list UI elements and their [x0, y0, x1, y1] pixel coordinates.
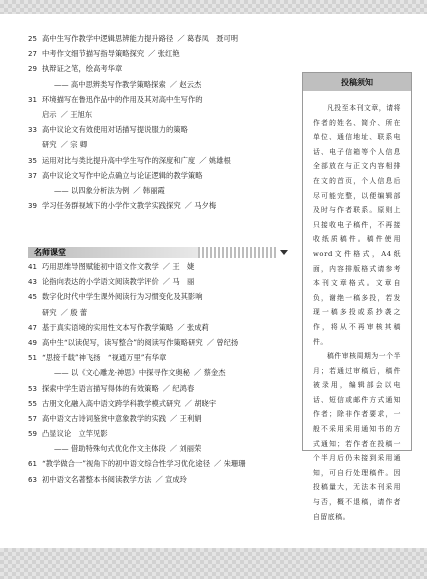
entry-author: ／ 蔡金杰: [193, 368, 226, 378]
entry-text: [42, 110, 286, 120]
entry-author: ／ 张成莉: [177, 322, 209, 332]
toc-entry: [28, 171, 286, 186]
toc-entry: [28, 323, 286, 338]
toc-entry: [28, 429, 286, 444]
entry-author: ／ 刘丽荣: [169, 444, 202, 454]
entry-text: [42, 459, 286, 469]
toc-entry: [28, 110, 286, 125]
toc-entry: [28, 338, 286, 353]
page-number: 35: [28, 156, 37, 165]
entry-text: [42, 399, 286, 409]
entry-author: ／ 曾纪扬: [206, 337, 239, 347]
entry-title: 中考作文细节描写指导策略探究: [42, 49, 145, 59]
entry-text: [42, 201, 286, 211]
entry-author: ／ 姚雄根: [199, 155, 231, 165]
bottom-decorative-band: [0, 548, 427, 579]
page-number: 47: [28, 323, 37, 332]
toc-section-1: [28, 34, 286, 216]
entry-text: [42, 429, 286, 439]
toc-entry: [28, 475, 286, 490]
entry-author: ／ 宗 卿: [60, 140, 88, 150]
entry-text: [42, 95, 286, 105]
toc-entry: [28, 95, 286, 110]
entry-text: [42, 186, 286, 196]
entry-title: 高中生写作教学中逻辑思辨能力提升路径: [42, 34, 174, 43]
toc-entry: [28, 186, 286, 201]
toc-entry: [28, 80, 286, 95]
page-number: 27: [28, 50, 37, 59]
entry-title: 高中议论文写作中论点确立与论证逻辑的教学策略: [42, 170, 203, 180]
toc-entry: [28, 414, 286, 429]
entry-text: [42, 444, 286, 454]
section-title: 名师课堂: [34, 248, 66, 257]
entry-title: 基于真实语境的实用性文本写作教学策略: [42, 322, 174, 332]
toc-entry: [28, 308, 286, 323]
entry-title: “教学做合一”视角下的初中语文综合性学习优化途径: [42, 459, 210, 469]
entry-text: [42, 368, 286, 378]
page-number: 49: [28, 338, 37, 347]
toc-entry: [28, 140, 286, 155]
page-number: 31: [28, 95, 37, 104]
entry-text: [42, 384, 286, 394]
toc-entry: [28, 49, 286, 64]
entry-text: [42, 262, 286, 272]
entry-text: [42, 156, 286, 166]
toc-entry: [28, 292, 286, 307]
entry-text: [42, 475, 286, 485]
entry-title: 环境描写在鲁迅作品中的作用及其对高中生写作的: [42, 94, 203, 104]
page-number: 39: [28, 202, 37, 211]
page-number: 63: [28, 475, 37, 484]
page-number: 29: [28, 65, 37, 74]
notice-paragraph-2: 稿件审核周期为一个半月；若通过审稿后，稿件被录用，编辑部会以电话、短信或邮件方式通知作者；除非作者要求，一般不采用采用通知书的方式通知；若作者在投稿一个半月后仍未接到采用通知，可自行处理稿件。因投稿量大，无法本刊采用与否，概不退稿，请作者自留底稿。: [313, 352, 401, 521]
toc-entry: [28, 384, 286, 399]
entry-author: ／ 王 婕: [162, 262, 195, 271]
page-number: 57: [28, 414, 37, 423]
entry-author: ／ 殷 蕾: [60, 307, 88, 317]
section-header-master-class: [28, 247, 288, 258]
entry-text: [42, 292, 286, 302]
entry-title: 巧用思维导图赋能初中语文作文教学: [42, 262, 159, 271]
toc-entry: [28, 399, 286, 414]
toc-section-2: [28, 262, 286, 490]
page-number: 53: [28, 384, 37, 393]
entry-text: [42, 171, 286, 181]
entry-text: [42, 338, 286, 348]
page-number: 43: [28, 278, 37, 287]
entry-title: —— 借助特殊句式优化作文主体段: [54, 444, 166, 454]
entry-title: 高中生“以读促写，读写整合”的阅读写作策略研究: [42, 337, 203, 347]
toc-entry: [28, 459, 286, 474]
entry-text: [42, 64, 286, 74]
entry-title: “思接千载”神飞扬 “视通万里”有华章: [42, 353, 167, 363]
entry-author: ／ 葛春凤 聂可明: [177, 34, 239, 43]
entry-title: 学习任务群视域下的小学作文教学实践探究: [42, 201, 181, 211]
page-number: 37: [28, 171, 37, 180]
entry-author: ／ 王利娟: [170, 413, 202, 423]
entry-text: [42, 353, 286, 363]
submission-notice-box: [302, 72, 412, 521]
entry-author: ／ 马 丽: [162, 277, 195, 287]
entry-title: 高中议论文有效使用对话描写提说服力的策略: [42, 125, 188, 135]
entry-text: [42, 277, 286, 287]
toc-entry: [28, 353, 286, 368]
entry-title: 论指向表达的小学语文阅读教学评价: [42, 277, 159, 287]
entry-title: 启示: [42, 109, 57, 119]
entry-author: ／ 朱珊珊: [214, 459, 246, 469]
page-number: 25: [28, 35, 37, 43]
entry-text: [42, 125, 286, 135]
page-number: 45: [28, 293, 37, 302]
page-number: 59: [28, 430, 37, 439]
entry-text: [42, 323, 286, 333]
page-number: 41: [28, 263, 37, 271]
entry-author: ／ 马夕梅: [184, 201, 217, 211]
entry-title: 古朋文化融入高中语文跨学科教学模式研究: [42, 398, 181, 408]
entry-author: ／ 纪鸿春: [162, 383, 195, 393]
entry-author: ／ 韩丽霞: [133, 185, 165, 195]
entry-text: [42, 34, 286, 44]
section-header-stripe: [198, 247, 278, 258]
submission-notice-body: [303, 91, 411, 524]
entry-author: ／ 宣成玲: [155, 474, 187, 484]
page-number: 51: [28, 354, 37, 363]
entry-title: 执辩证之笔，绘高考华章: [42, 64, 123, 74]
submission-notice-title: 投稿须知: [303, 73, 411, 91]
page-number: 55: [28, 399, 37, 408]
entry-author: ／ 张红艳: [148, 49, 180, 59]
entry-text: [42, 140, 286, 150]
page-number: 61: [28, 460, 37, 469]
toc-entry: [28, 262, 286, 277]
entry-text: [42, 80, 286, 90]
page-number: 33: [28, 126, 37, 135]
toc-entry: [28, 156, 286, 171]
entry-title: 运用对比与类比提升高中学生写作的深度和广度: [42, 155, 196, 165]
toc-entry: [28, 368, 286, 383]
entry-text: [42, 308, 286, 318]
entry-title: —— 以《文心雕龙·神思》中探寻作文奥秘: [54, 368, 190, 378]
entry-title: —— 以四象分析法为例: [54, 185, 130, 195]
entry-title: —— 高中思辨类写作教学策略探索: [54, 79, 166, 89]
section-header-bar: [28, 247, 198, 258]
notice-paragraph-1: 凡投至本刊文章，请将作者的姓名、简介、所在单位、通信地址、联系电话、电子信箱等个人信息全部放在与正文内容相排在文的首页，个人信息后尽可能完整，以便编辑部及时与作者联系。原则上只接收电子稿件，不再接收纸质稿件。稿件使用word文件格式，A4纸面，内容排版格式请参考本刊文章格式。文章自负，谢绝一稿多投，若发现一稿多投或系抄袭之作，将从不再审核其稿件。: [313, 104, 401, 346]
entry-author: ／ 胡晓宇: [184, 398, 217, 408]
toc-entry: [28, 34, 286, 49]
entry-title: 探索中学生语言描写得体的有效策略: [42, 383, 159, 393]
top-decorative-band: [0, 0, 427, 14]
entry-title: 研究: [42, 307, 57, 317]
triangle-marker-icon: [280, 250, 288, 255]
entry-author: ／ 赵云杰: [169, 79, 202, 89]
entry-text: [42, 49, 286, 59]
toc-entry: [28, 444, 286, 459]
toc-entry: [28, 64, 286, 79]
entry-title: 研究: [42, 140, 57, 150]
entry-title: 凸显议论 立竿见影: [42, 429, 108, 439]
entry-title: 高中语文古诗词鉴赏中意象教学的实践: [42, 413, 167, 423]
toc-entry: [28, 277, 286, 292]
entry-title: 数字化时代中学生课外阅读行为习惯变化及其影响: [42, 292, 203, 302]
entry-title: 初中语文名著整本书阅读教学方法: [42, 474, 152, 484]
toc-entry: [28, 125, 286, 140]
entry-author: ／ 王旭东: [60, 109, 93, 119]
toc-entry: [28, 201, 286, 216]
entry-text: [42, 414, 286, 424]
